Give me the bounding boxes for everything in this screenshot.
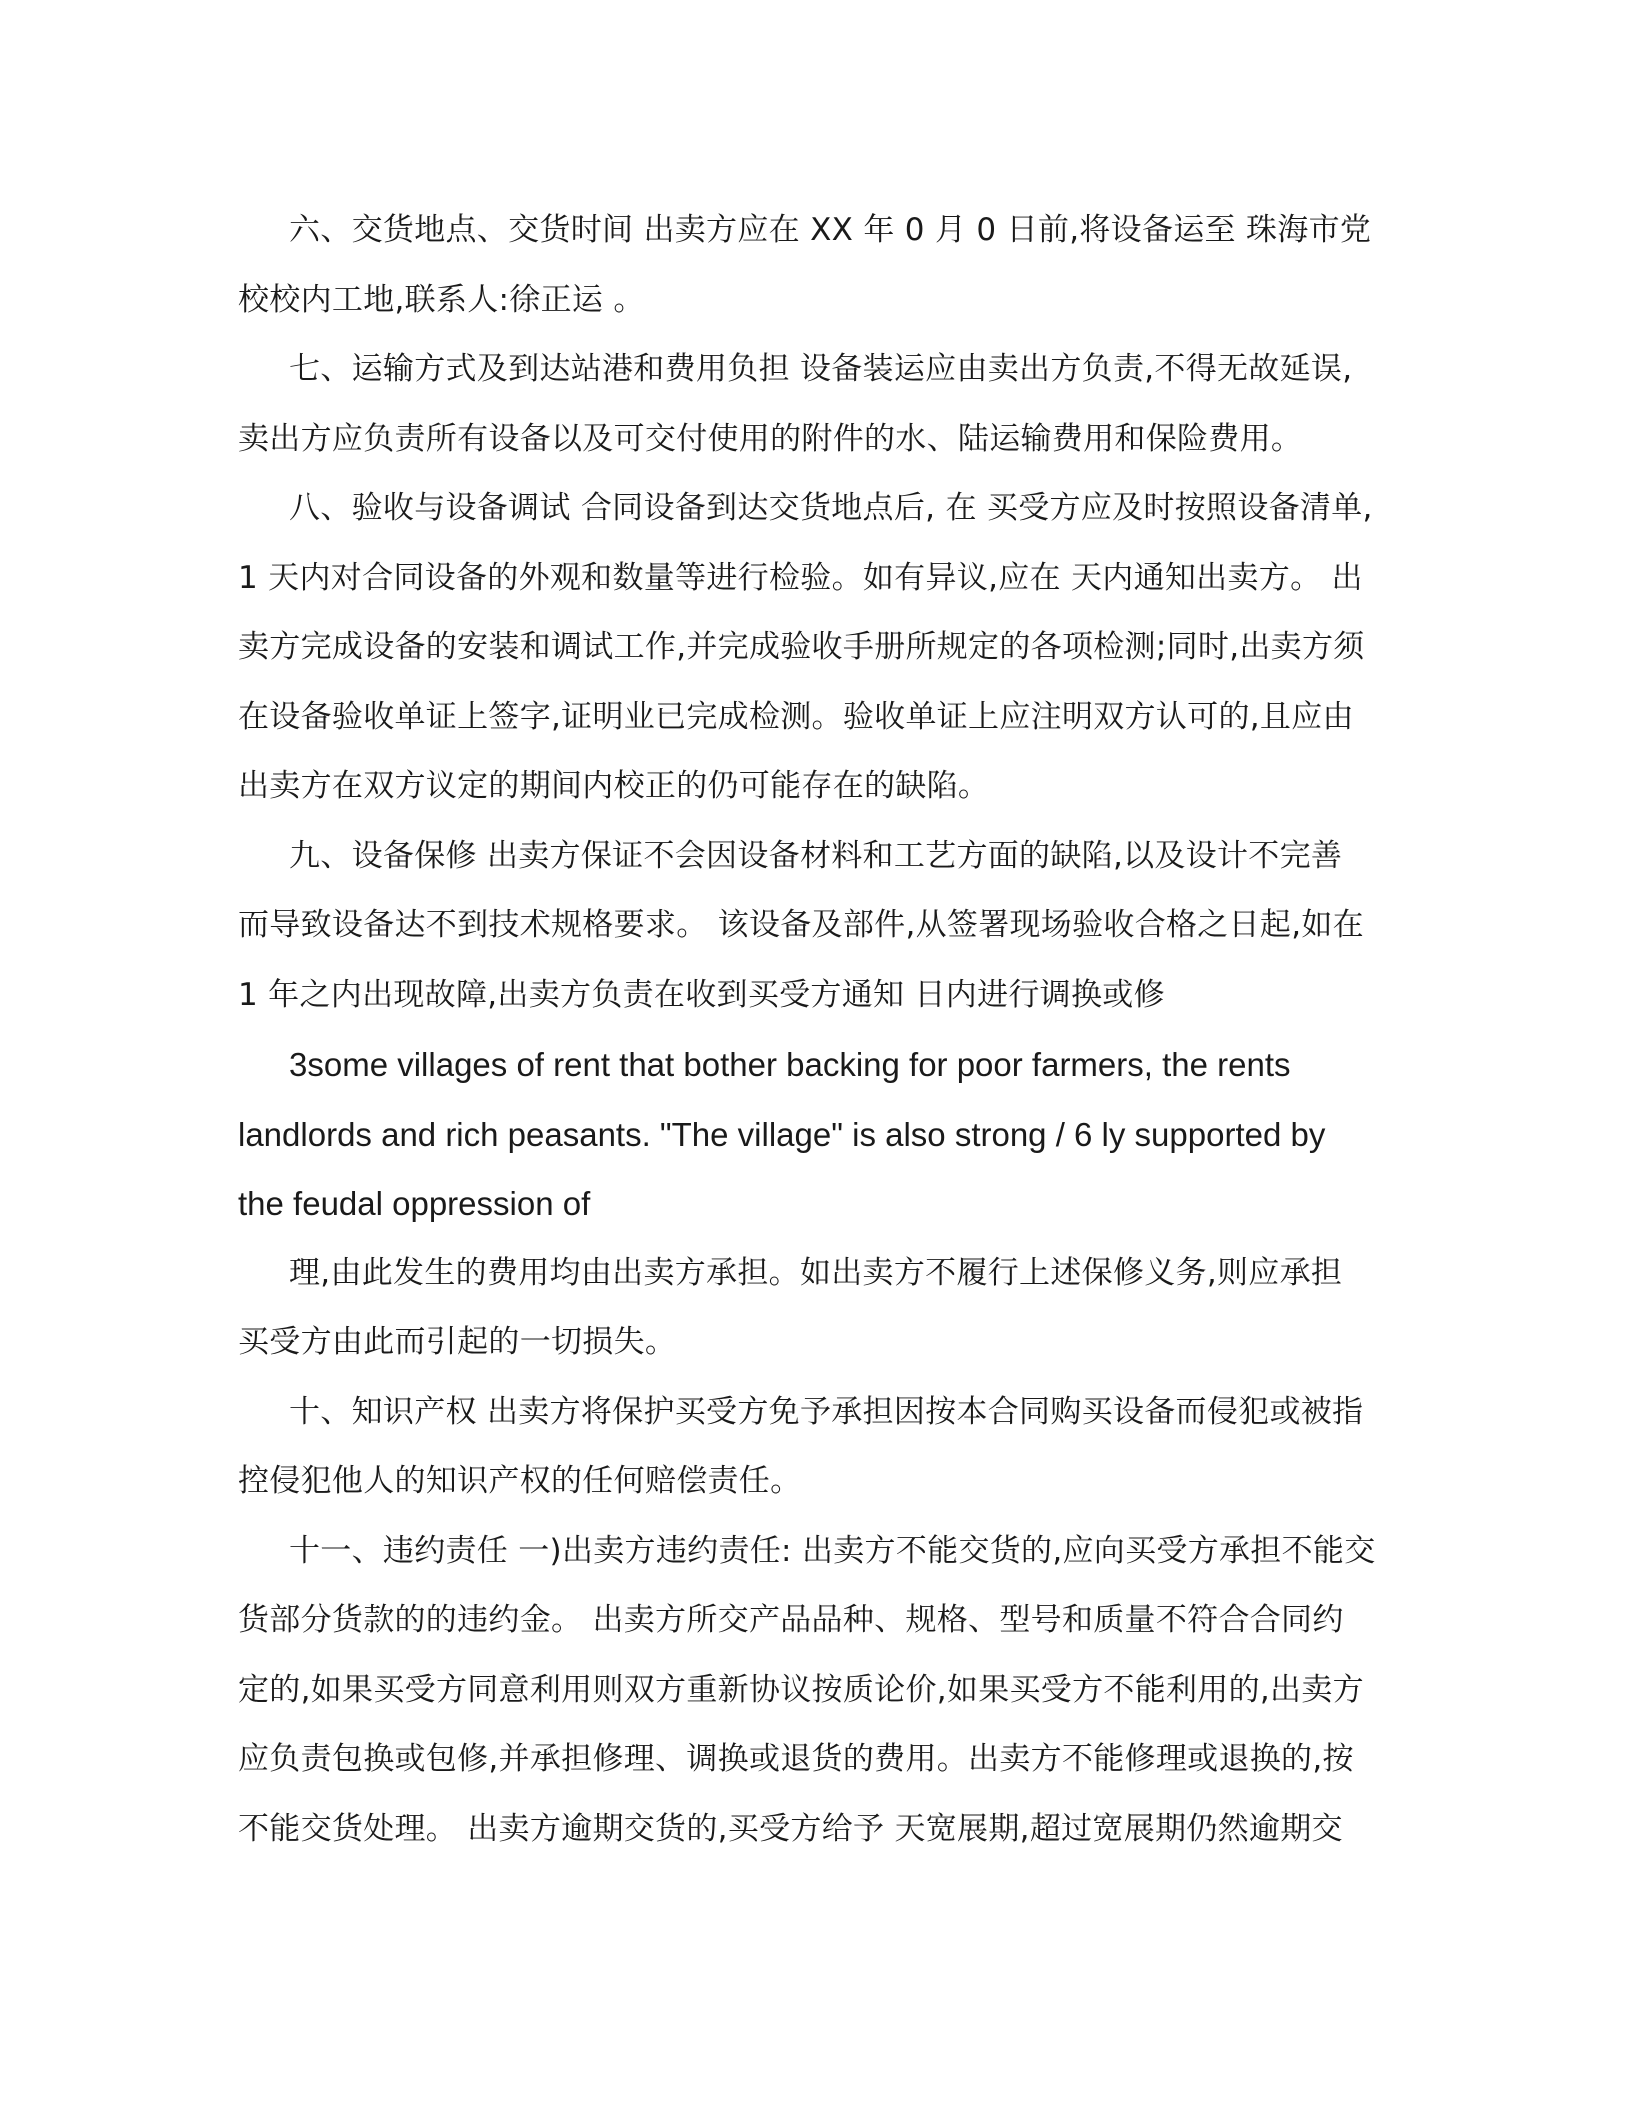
text-line: 1 天内对合同设备的外观和数量等进行检验。如有异议,应在 天内通知出卖方。 出	[238, 559, 1363, 596]
text-line: 控侵犯他人的知识产权的任何赔偿责任。	[238, 1463, 802, 1499]
document-body	[238, 196, 1398, 1864]
text-line: 1 年之内出现故障,出卖方负责在收到买受方通知 日内进行调换或修	[238, 976, 1165, 1013]
text-line: 十一、违约责任 一)出卖方违约责任: 出卖方不能交货的,应向买受方承担不能交	[289, 1532, 1376, 1569]
text-line: 十、知识产权 出卖方将保护买受方免予承担因按本合同购买设备而侵犯或被指	[289, 1393, 1364, 1430]
clause-9-warranty-continued	[238, 1239, 1398, 1378]
clause-7-transport	[238, 335, 1398, 474]
text-line: 3some villages of rent that bother backing for poor farmers, the rents	[289, 1046, 1291, 1083]
text-line: 而导致设备达不到技术规格要求。 该设备及部件,从签署现场验收合格之日起,如在	[238, 907, 1364, 943]
text-line: 买受方由此而引起的一切损失。	[238, 1324, 677, 1360]
text-line: the feudal oppression of	[238, 1185, 591, 1222]
text-line: 理,由此发生的费用均由出卖方承担。如出卖方不履行上述保修义务,则应承担	[289, 1254, 1343, 1291]
text-line: 货部分货款的的违约金。 出卖方所交产品品种、规格、型号和质量不符合合同约	[238, 1602, 1344, 1638]
clause-9-warranty	[238, 822, 1398, 1031]
text-line: 卖出方应负责所有设备以及可交付使用的附件的水、陆运输费用和保险费用。	[238, 420, 1303, 457]
text-line: 八、验收与设备调试 合同设备到达交货地点后, 在 买受方应及时按照设备清单,	[289, 490, 1373, 526]
text-line: 校校内工地,联系人:徐正运 。	[238, 281, 645, 318]
clause-8-acceptance	[238, 474, 1398, 822]
text-line: 九、设备保修 出卖方保证不会因设备材料和工艺方面的缺陷,以及设计不完善	[289, 837, 1343, 874]
text-line: 不能交货处理。 出卖方逾期交货的,买受方给予 天宽展期,超过宽展期仍然逾期交	[238, 1810, 1343, 1847]
text-line: 出卖方在双方议定的期间内校正的仍可能存在的缺陷。	[238, 768, 990, 804]
text-line: 在设备验收单证上签字,证明业已完成检测。验收单证上应注明双方认可的,且应由	[238, 698, 1354, 735]
clause-11-liability	[238, 1517, 1398, 1865]
text-line: 六、交货地点、交货时间 出卖方应在 XX 年 0 月 0 日前,将设备运至 珠海市党	[289, 212, 1372, 248]
text-line: 应负责包换或包修,并承担修理、调换或退货的费用。出卖方不能修理或退换的,按	[238, 1741, 1354, 1777]
text-line: landlords and rich peasants. "The village" is also strong / 6 ly supported by	[238, 1115, 1326, 1153]
clause-10-intellectual-property	[238, 1378, 1398, 1517]
english-passage	[238, 1030, 1398, 1239]
clause-6-delivery-place-time	[238, 196, 1398, 335]
text-line: 七、运输方式及到达站港和费用负担 设备装运应由卖出方负责,不得无故延误,	[289, 351, 1353, 387]
text-line: 卖方完成设备的安装和调试工作,并完成验收手册所规定的各项检测;同时,出卖方须	[238, 629, 1365, 665]
text-line: 定的,如果买受方同意利用则双方重新协议按质论价,如果买受方不能利用的,出卖方	[238, 1671, 1364, 1708]
